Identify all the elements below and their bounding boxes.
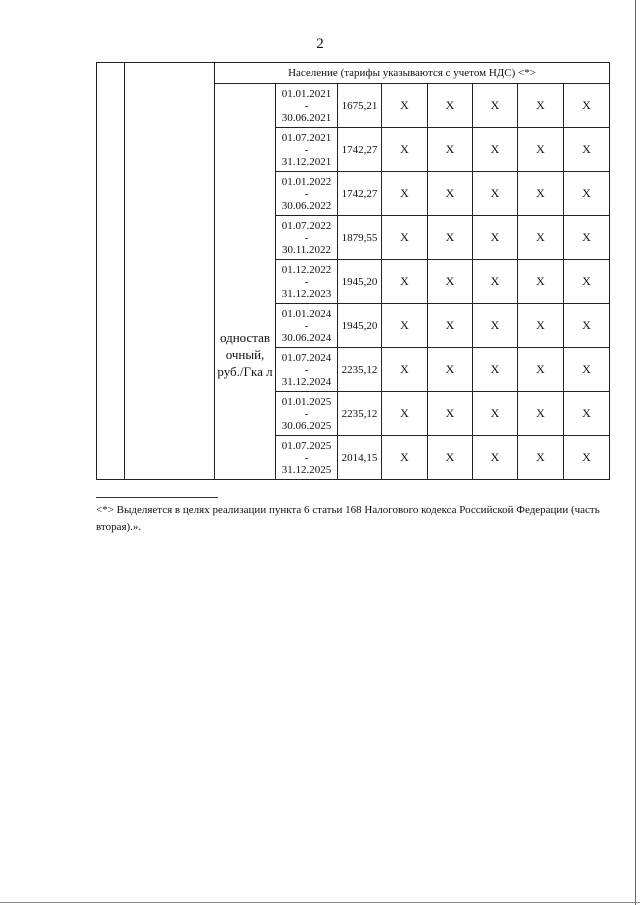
- period-start: 01.01.2022: [281, 175, 332, 188]
- period-end: 30.06.2022: [281, 199, 332, 212]
- tariff-value: 2014,15: [338, 436, 382, 480]
- x-mark-cell: X: [518, 216, 564, 260]
- x-mark-cell: X: [564, 304, 610, 348]
- x-mark-cell: X: [428, 216, 473, 260]
- x-mark-cell: X: [382, 436, 428, 480]
- x-mark-cell: X: [473, 436, 518, 480]
- x-mark-cell: X: [473, 84, 518, 128]
- tariff-value: 1945,20: [338, 304, 382, 348]
- x-mark-cell: X: [473, 392, 518, 436]
- period-sep: -: [304, 451, 309, 464]
- period-sep: -: [304, 363, 309, 376]
- x-mark-cell: X: [382, 348, 428, 392]
- blank-column-1: [97, 63, 125, 480]
- x-mark-cell: X: [382, 172, 428, 216]
- x-mark-cell: X: [428, 392, 473, 436]
- tariff-value: 1675,21: [338, 84, 382, 128]
- period-end: 30.06.2025: [281, 419, 332, 432]
- x-mark-cell: X: [473, 348, 518, 392]
- x-mark-cell: X: [564, 172, 610, 216]
- x-mark-cell: X: [518, 304, 564, 348]
- x-mark-cell: X: [428, 260, 473, 304]
- period-cell: [276, 436, 338, 480]
- period-cell: [276, 260, 338, 304]
- x-mark-cell: X: [518, 84, 564, 128]
- x-mark-cell: X: [382, 128, 428, 172]
- x-mark-cell: X: [428, 436, 473, 480]
- period-start: 01.07.2025: [281, 439, 332, 452]
- tariff-type-cell: [215, 84, 276, 480]
- x-mark-cell: X: [473, 304, 518, 348]
- tariff-value: 1945,20: [338, 260, 382, 304]
- x-mark-cell: X: [564, 392, 610, 436]
- period-cell: [276, 216, 338, 260]
- population-header: Население (тарифы указываются с учетом НДС) <*>: [215, 63, 610, 84]
- footnote-divider: [96, 497, 218, 498]
- x-mark-cell: X: [473, 216, 518, 260]
- x-mark-cell: X: [518, 260, 564, 304]
- period-end: 30.11.2022: [281, 243, 332, 256]
- tariff-value: 1879,55: [338, 216, 382, 260]
- period-sep: -: [304, 187, 309, 200]
- x-mark-cell: X: [382, 304, 428, 348]
- period-start: 01.12.2022: [281, 263, 332, 276]
- period-end: 30.06.2021: [281, 111, 332, 124]
- x-mark-cell: X: [382, 84, 428, 128]
- period-cell: [276, 348, 338, 392]
- tariff-value: 2235,12: [338, 348, 382, 392]
- period-cell: [276, 304, 338, 348]
- period-end: 31.12.2025: [281, 463, 332, 476]
- x-mark-cell: X: [428, 348, 473, 392]
- period-cell: [276, 392, 338, 436]
- period-end: 31.12.2021: [281, 155, 332, 168]
- scan-edge-bottom: [0, 902, 640, 903]
- period-start: 01.01.2021: [281, 87, 332, 100]
- x-mark-cell: X: [564, 436, 610, 480]
- period-sep: -: [304, 407, 309, 420]
- period-end: 30.06.2024: [281, 331, 332, 344]
- tariff-value: 1742,27: [338, 128, 382, 172]
- period-end: 31.12.2024: [281, 375, 332, 388]
- table-body: [97, 63, 610, 480]
- x-mark-cell: X: [564, 216, 610, 260]
- x-mark-cell: X: [518, 392, 564, 436]
- period-sep: -: [304, 231, 309, 244]
- period-cell: [276, 128, 338, 172]
- tariff-value: 1742,27: [338, 172, 382, 216]
- period-end: 31.12.2023: [281, 287, 332, 300]
- period-start: 01.07.2024: [281, 351, 332, 364]
- page-number: 2: [316, 36, 324, 52]
- x-mark-cell: X: [564, 128, 610, 172]
- period-sep: -: [304, 319, 309, 332]
- period-cell: [276, 84, 338, 128]
- x-mark-cell: X: [518, 128, 564, 172]
- x-mark-cell: X: [382, 216, 428, 260]
- x-mark-cell: X: [428, 128, 473, 172]
- x-mark-cell: X: [382, 392, 428, 436]
- x-mark-cell: X: [428, 172, 473, 216]
- scan-edge-right: [635, 0, 636, 905]
- period-start: 01.01.2025: [281, 395, 332, 408]
- period-cell: [276, 172, 338, 216]
- x-mark-cell: X: [564, 348, 610, 392]
- x-mark-cell: X: [518, 348, 564, 392]
- tariff-table: [96, 62, 610, 480]
- period-start: 01.07.2021: [281, 131, 332, 144]
- tariff-type-label: одностав очный, руб./Гка л: [217, 330, 273, 379]
- blank-column-2: [125, 63, 215, 480]
- period-sep: -: [304, 275, 309, 288]
- tariff-value: 2235,12: [338, 392, 382, 436]
- x-mark-cell: X: [518, 436, 564, 480]
- x-mark-cell: X: [473, 128, 518, 172]
- x-mark-cell: X: [564, 84, 610, 128]
- x-mark-cell: X: [382, 260, 428, 304]
- period-start: 01.01.2024: [281, 307, 332, 320]
- x-mark-cell: X: [428, 84, 473, 128]
- x-mark-cell: X: [518, 172, 564, 216]
- period-sep: -: [304, 143, 309, 156]
- period-sep: -: [304, 99, 309, 112]
- table-header-row: [97, 63, 610, 84]
- x-mark-cell: X: [428, 304, 473, 348]
- x-mark-cell: X: [564, 260, 610, 304]
- footnote: <*> Выделяется в целях реализации пункта 6 статьи 168 Налогового кодекса Российской Федерации (часть вторая).».: [96, 504, 600, 533]
- period-start: 01.07.2022: [281, 219, 332, 232]
- x-mark-cell: X: [473, 172, 518, 216]
- x-mark-cell: X: [473, 260, 518, 304]
